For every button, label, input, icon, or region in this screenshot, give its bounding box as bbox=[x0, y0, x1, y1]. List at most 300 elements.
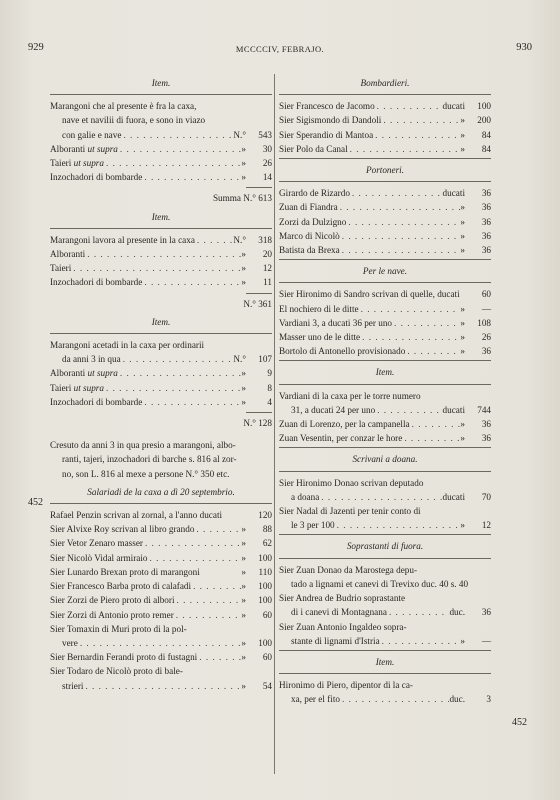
leader-dots bbox=[375, 403, 442, 417]
entry-line bbox=[279, 678, 491, 692]
entry-line bbox=[50, 352, 272, 366]
entry-text bbox=[50, 508, 222, 522]
entry-line bbox=[279, 620, 491, 634]
entry-text bbox=[50, 338, 204, 352]
entry-line bbox=[50, 579, 272, 593]
entry-text bbox=[50, 522, 194, 536]
entry-line bbox=[279, 563, 491, 577]
entry-line bbox=[279, 128, 491, 142]
entry-text bbox=[279, 200, 338, 214]
leader-dots bbox=[338, 200, 461, 214]
entry-list bbox=[50, 233, 272, 290]
entry-text bbox=[291, 577, 468, 591]
entry-text bbox=[50, 366, 118, 380]
entry-text bbox=[50, 551, 148, 565]
entry-text bbox=[50, 381, 104, 395]
entry-unit: ducati bbox=[442, 101, 465, 112]
entry-unit: » bbox=[460, 317, 465, 328]
entry-value: 36 bbox=[481, 346, 491, 357]
section-rule bbox=[279, 471, 491, 472]
entry-label: strieri bbox=[62, 680, 84, 691]
page-number-right: 930 bbox=[516, 42, 532, 53]
entry-unit: » bbox=[460, 115, 465, 126]
entry-value: 100 bbox=[258, 637, 272, 648]
entry-text bbox=[291, 490, 319, 504]
entry-list bbox=[50, 338, 272, 409]
entry-text bbox=[279, 128, 373, 142]
leader-dots bbox=[405, 344, 460, 358]
entry-unit: ducati bbox=[442, 491, 465, 502]
entry-line bbox=[279, 605, 491, 619]
entry-text bbox=[62, 352, 121, 366]
entry-line bbox=[279, 215, 491, 229]
entry-label: Sier Zorzi de Piero proto di albori bbox=[50, 595, 175, 606]
entry-line bbox=[279, 518, 491, 532]
entry-unit: duc. bbox=[449, 607, 465, 618]
entry-unit: N.° bbox=[233, 354, 246, 365]
entry-unit: » bbox=[241, 382, 246, 393]
entry-label: Sier Zuan Donao da Marostega depu- bbox=[279, 564, 418, 575]
entry-value: 543 bbox=[258, 129, 272, 140]
leader-dots bbox=[387, 605, 450, 619]
entry-unit: » bbox=[241, 249, 246, 260]
entry-label: Taieri bbox=[50, 158, 74, 169]
leader-dots bbox=[121, 352, 234, 366]
entry-line bbox=[50, 551, 272, 565]
leader-dots bbox=[319, 490, 442, 504]
entry-text bbox=[279, 417, 410, 431]
entry-text bbox=[62, 636, 78, 650]
entry-value: 107 bbox=[258, 354, 272, 365]
entry-unit: » bbox=[241, 368, 246, 379]
entry-label: Bortolo di Antonello provisionado bbox=[279, 346, 406, 357]
entry-line bbox=[50, 608, 272, 622]
entry-text bbox=[50, 247, 85, 261]
entry-italic: ut supra bbox=[73, 158, 104, 169]
entry-label: Sier Lunardo Brexan proto di marangoni bbox=[50, 566, 200, 577]
entry-text bbox=[279, 316, 392, 330]
entry-label: Masser uno de le ditte bbox=[279, 332, 361, 343]
entry-line bbox=[50, 366, 272, 380]
entry-label: Sier Vetor Zenaro masser bbox=[50, 538, 143, 549]
section-heading: Item. bbox=[375, 656, 395, 667]
entry-label: nave et navilii di fuora, e sono in viazo bbox=[62, 115, 206, 126]
entry-label: Sier Nicolò Vidal armiraio bbox=[50, 552, 148, 563]
entry-unit: » bbox=[241, 158, 246, 169]
entry-label: Taieri bbox=[50, 382, 74, 393]
section-rule bbox=[50, 503, 272, 504]
entry-value: 84 bbox=[481, 129, 491, 140]
entry-label: Sier Francesco Barba proto di calafadi bbox=[50, 581, 192, 592]
leader-dots bbox=[340, 692, 449, 706]
entry-list bbox=[279, 287, 491, 358]
leader-dots bbox=[375, 99, 443, 113]
column-divider bbox=[274, 74, 275, 774]
entry-line bbox=[50, 508, 272, 522]
entry-text bbox=[50, 261, 71, 275]
entry-list bbox=[50, 508, 272, 693]
entry-label: vere bbox=[62, 637, 78, 648]
entry-line bbox=[50, 650, 272, 664]
entry-text bbox=[291, 518, 335, 532]
entry-text bbox=[279, 476, 423, 490]
entry-line bbox=[279, 142, 491, 156]
entry-text bbox=[279, 215, 346, 229]
entry-text bbox=[50, 565, 200, 579]
entry-line bbox=[50, 679, 272, 693]
entry-label: da anni 3 in qua bbox=[62, 354, 121, 365]
entry-unit: N.° bbox=[233, 234, 246, 245]
section-heading: Scrivani a doana. bbox=[352, 454, 418, 465]
entry-text bbox=[50, 650, 197, 664]
entry-line bbox=[279, 577, 491, 591]
entry-unit: » bbox=[460, 245, 465, 256]
entry-value: 100 bbox=[477, 101, 491, 112]
entry-unit: » bbox=[241, 581, 246, 592]
entry-line bbox=[50, 381, 272, 395]
leader-dots bbox=[118, 366, 242, 380]
section-rule bbox=[279, 259, 491, 260]
entry-unit: » bbox=[241, 524, 246, 535]
entry-text bbox=[50, 233, 195, 247]
entry-italic: ut supra bbox=[73, 382, 104, 393]
entry-label: Sier Nadal di Jazenti per tenir conto di bbox=[279, 506, 421, 517]
entry-unit: » bbox=[241, 263, 246, 274]
entry-value: 26 bbox=[481, 332, 491, 343]
section-rule bbox=[279, 534, 491, 535]
entry-value: 318 bbox=[258, 234, 272, 245]
leader-dots bbox=[359, 302, 461, 316]
entry-value: 36 bbox=[481, 188, 491, 199]
entry-text bbox=[50, 395, 142, 409]
entry-value: 36 bbox=[481, 245, 491, 256]
entry-value: 100 bbox=[258, 552, 272, 563]
entry-text bbox=[62, 128, 121, 142]
entry-label: Sier Francesco de Jacomo bbox=[279, 101, 375, 112]
section-heading: Item. bbox=[151, 78, 171, 88]
entry-label: Batista da Brexa bbox=[279, 245, 340, 256]
entry-text bbox=[279, 243, 340, 257]
entry-value: 36 bbox=[481, 433, 491, 444]
entry-label: Sier Polo da Canal bbox=[279, 143, 348, 154]
entry-label: stante di lignami d'Istria bbox=[291, 635, 380, 646]
entry-text bbox=[291, 634, 380, 648]
section-heading: Item. bbox=[151, 211, 171, 222]
section-rule bbox=[279, 447, 491, 448]
entry-italic: ut supra bbox=[87, 368, 118, 379]
entry-label: Sier Sperandio di Mantoa bbox=[279, 129, 374, 140]
entry-value: 4 bbox=[267, 396, 272, 407]
section-heading: Bombardieri. bbox=[360, 78, 410, 88]
entry-line bbox=[50, 275, 272, 289]
sum-rule bbox=[246, 293, 272, 294]
entry-text bbox=[279, 591, 405, 605]
entry-text bbox=[279, 504, 421, 518]
margin-number-left: 452 bbox=[28, 497, 43, 508]
right-column bbox=[279, 76, 491, 707]
entry-unit: » bbox=[241, 277, 246, 288]
section-rule bbox=[50, 333, 272, 334]
entry-label: Sier Sigismondo di Dandoli bbox=[279, 115, 382, 126]
entry-unit: » bbox=[460, 635, 465, 646]
entry-label: Marco di Nicolò bbox=[279, 230, 340, 241]
leader-dots bbox=[392, 316, 460, 330]
entry-line bbox=[50, 156, 272, 170]
entry-value: 200 bbox=[477, 115, 491, 126]
entry-unit: » bbox=[241, 143, 246, 154]
entry-text bbox=[279, 563, 417, 577]
entry-text bbox=[291, 605, 387, 619]
entry-text bbox=[62, 679, 83, 693]
entry-line bbox=[279, 417, 491, 431]
entry-label: Inzochadori di bombarde bbox=[50, 277, 143, 288]
entry-value: 84 bbox=[481, 143, 491, 154]
entry-line bbox=[279, 302, 491, 316]
entry-label: Girardo de Rizardo bbox=[279, 188, 350, 199]
leader-dots bbox=[346, 215, 460, 229]
entry-value: 12 bbox=[262, 263, 272, 274]
entry-label: Taieri bbox=[50, 263, 72, 274]
entry-unit: » bbox=[460, 230, 465, 241]
entry-unit: ducati bbox=[442, 404, 465, 415]
leader-dots bbox=[195, 233, 233, 247]
entry-line bbox=[279, 476, 491, 490]
section-heading: Portoneri. bbox=[365, 165, 405, 176]
entry-list bbox=[279, 99, 491, 156]
entry-text bbox=[279, 389, 421, 403]
entry-label: Alboranti bbox=[50, 143, 88, 154]
entry-line bbox=[50, 247, 272, 261]
entry-line bbox=[50, 593, 272, 607]
leader-dots bbox=[118, 142, 242, 156]
entry-label: Marangoni lavora al presente in la caxa bbox=[50, 234, 195, 245]
entry-line bbox=[279, 634, 491, 648]
entry-line bbox=[279, 229, 491, 243]
entry-line bbox=[50, 170, 272, 184]
entry-value: 744 bbox=[477, 404, 491, 415]
paragraph-line: ranti, tajeri, inzochadori di barche s. 816 al zor- bbox=[62, 454, 237, 465]
section-heading: Salariadi de la caxa a dì 20 septembrio. bbox=[87, 486, 235, 497]
leader-dots bbox=[78, 636, 242, 650]
entry-unit: » bbox=[241, 566, 246, 577]
entry-line bbox=[279, 692, 491, 706]
entry-label: Marangoni acetadi in la caxa per ordinarii bbox=[50, 340, 205, 351]
entry-text bbox=[50, 608, 174, 622]
entry-value: 11 bbox=[263, 277, 272, 288]
running-header: MCCCCIV, FEBRAJO. bbox=[235, 44, 325, 54]
entry-unit: » bbox=[241, 595, 246, 606]
entry-text bbox=[279, 142, 348, 156]
entry-line bbox=[50, 142, 272, 156]
entry-line bbox=[279, 243, 491, 257]
entry-italic: ut supra bbox=[87, 143, 118, 154]
entry-line bbox=[50, 338, 272, 352]
entry-unit: » bbox=[460, 332, 465, 343]
leader-dots bbox=[402, 431, 460, 445]
entry-line bbox=[279, 403, 491, 417]
entry-label: Sier Andrea de Budrio soprastante bbox=[279, 593, 406, 604]
entry-unit: » bbox=[460, 303, 465, 314]
entry-text bbox=[279, 344, 405, 358]
leader-dots bbox=[104, 381, 241, 395]
entry-line bbox=[279, 504, 491, 518]
sum-line: N.° 361 bbox=[243, 298, 272, 309]
entry-list bbox=[279, 389, 491, 446]
entry-text bbox=[50, 579, 191, 593]
entry-value: 100 bbox=[258, 595, 272, 606]
entry-label: Alboranti bbox=[50, 368, 88, 379]
leader-dots bbox=[175, 593, 242, 607]
entry-label: Zuan di Lorenzo, per la campanella bbox=[279, 419, 410, 430]
entry-line bbox=[279, 287, 491, 301]
entry-text bbox=[279, 431, 402, 445]
entry-value: 100 bbox=[258, 581, 272, 592]
entry-value: 14 bbox=[262, 172, 272, 183]
entry-label: xa, per el fito bbox=[291, 694, 340, 705]
entry-value: 36 bbox=[481, 607, 491, 618]
entry-line bbox=[279, 389, 491, 403]
entry-line bbox=[50, 261, 272, 275]
paragraph-line: Cresuto da anni 3 in qua presio a marangoni, albo- bbox=[50, 440, 236, 451]
entry-label: Vardiani 3, a ducati 36 per uno bbox=[279, 317, 393, 328]
entry-label: Sier Todaro de Nicolò proto di bale- bbox=[50, 666, 183, 677]
entry-unit: » bbox=[241, 637, 246, 648]
leader-dots bbox=[85, 247, 241, 261]
sum-rule bbox=[246, 187, 272, 188]
entry-value: 70 bbox=[481, 491, 491, 502]
paragraph bbox=[50, 438, 272, 481]
entry-value: 110 bbox=[258, 566, 272, 577]
entry-text bbox=[50, 170, 142, 184]
entry-label: Marangoni che al presente è fra la caxa, bbox=[50, 101, 197, 112]
section-rule bbox=[279, 360, 491, 361]
entry-label: Vardiani di la caxa per le torre numero bbox=[279, 390, 421, 401]
entry-value: 60 bbox=[262, 609, 272, 620]
entry-unit: ducati bbox=[442, 188, 465, 199]
leader-dots bbox=[143, 536, 241, 550]
leader-dots bbox=[174, 608, 242, 622]
margin-number-right: 452 bbox=[512, 717, 527, 728]
entry-value: 20 bbox=[262, 249, 272, 260]
leader-dots bbox=[83, 679, 241, 693]
entry-line bbox=[279, 344, 491, 358]
entry-list bbox=[279, 678, 491, 706]
entry-value: 54 bbox=[262, 680, 272, 691]
entry-unit: » bbox=[460, 419, 465, 430]
entry-value: 108 bbox=[477, 317, 491, 328]
left-column bbox=[50, 76, 272, 693]
entry-text bbox=[279, 620, 407, 634]
entry-line bbox=[50, 536, 272, 550]
leader-dots bbox=[197, 650, 241, 664]
leader-dots bbox=[360, 330, 460, 344]
entry-label: Inzochadori di bombarde bbox=[50, 396, 143, 407]
entry-line bbox=[279, 431, 491, 445]
section-heading: Item. bbox=[151, 316, 171, 327]
entry-label: Sier Zuan Antonio Ingaldeo sopra- bbox=[279, 621, 407, 632]
entry-unit: » bbox=[460, 216, 465, 227]
entry-label: 31, a ducati 24 per uno bbox=[291, 404, 376, 415]
entry-unit: » bbox=[460, 520, 465, 531]
leader-dots bbox=[148, 551, 242, 565]
entry-label: Inzochadori di bombarde bbox=[50, 172, 143, 183]
entry-unit: » bbox=[460, 202, 465, 213]
entry-label: con galie e nave bbox=[62, 129, 122, 140]
entry-unit: » bbox=[460, 143, 465, 154]
entry-text bbox=[279, 99, 375, 113]
entry-text bbox=[62, 113, 205, 127]
section-heading: Item. bbox=[375, 367, 395, 378]
entry-line bbox=[279, 186, 491, 200]
entry-value: 8 bbox=[267, 382, 272, 393]
entry-line bbox=[279, 591, 491, 605]
entry-line bbox=[50, 128, 272, 142]
section-rule bbox=[279, 673, 491, 674]
entry-unit: » bbox=[460, 346, 465, 357]
entry-unit: duc. bbox=[449, 694, 465, 705]
entry-label: Sier Zorzi di Antonio proto remer bbox=[50, 609, 174, 620]
entry-text bbox=[291, 403, 375, 417]
entry-line bbox=[50, 522, 272, 536]
entry-line bbox=[279, 490, 491, 504]
entry-value: 9 bbox=[267, 368, 272, 379]
entry-value: 3 bbox=[486, 694, 491, 705]
entry-list bbox=[279, 186, 491, 257]
section-rule bbox=[279, 384, 491, 385]
entry-list bbox=[50, 99, 272, 184]
entry-unit: N.° bbox=[233, 129, 246, 140]
entry-text bbox=[50, 536, 143, 550]
entry-value: 30 bbox=[262, 143, 272, 154]
leader-dots bbox=[348, 142, 461, 156]
entry-label: tado a lignami et canevi di Trevixo duc. 40 s. 40 bbox=[291, 578, 469, 589]
section-rule bbox=[279, 181, 491, 182]
entry-label: Sier Tomaxin di Muri proto di la pol- bbox=[50, 623, 187, 634]
paragraph-line: no, son L. 816 al mexe a persone N.° 350 etc. bbox=[62, 468, 230, 479]
entry-label: Zuan di Fiandra bbox=[279, 202, 338, 213]
leader-dots bbox=[340, 229, 461, 243]
entry-text bbox=[50, 156, 104, 170]
entry-line bbox=[50, 565, 272, 579]
entry-label: Sier Hironimo di Sandro scrivan di quelle, ducati bbox=[279, 289, 460, 300]
entry-unit: » bbox=[241, 172, 246, 183]
entry-line bbox=[50, 99, 272, 113]
entry-text bbox=[50, 593, 175, 607]
entry-value: 88 bbox=[262, 524, 272, 535]
entry-value: 62 bbox=[262, 538, 272, 549]
leader-dots bbox=[340, 243, 461, 257]
entry-line bbox=[50, 622, 272, 636]
entry-unit: » bbox=[241, 538, 246, 549]
leader-dots bbox=[380, 634, 461, 648]
entry-label: Rafael Penzin scrivan al zornal, a l'anno ducati bbox=[50, 510, 223, 521]
section-rule bbox=[50, 228, 272, 229]
entry-line bbox=[279, 316, 491, 330]
entry-label: El nochiero di le ditte bbox=[279, 303, 359, 314]
leader-dots bbox=[194, 522, 241, 536]
leader-dots bbox=[335, 518, 461, 532]
entry-line bbox=[50, 664, 272, 678]
entry-line bbox=[50, 636, 272, 650]
leader-dots bbox=[191, 579, 241, 593]
entry-value: — bbox=[481, 635, 491, 646]
section-rule bbox=[50, 94, 272, 95]
leader-dots bbox=[142, 395, 241, 409]
section-rule bbox=[279, 94, 491, 95]
entry-text bbox=[279, 302, 359, 316]
entry-unit: » bbox=[241, 652, 246, 663]
entry-value: 60 bbox=[481, 289, 491, 300]
